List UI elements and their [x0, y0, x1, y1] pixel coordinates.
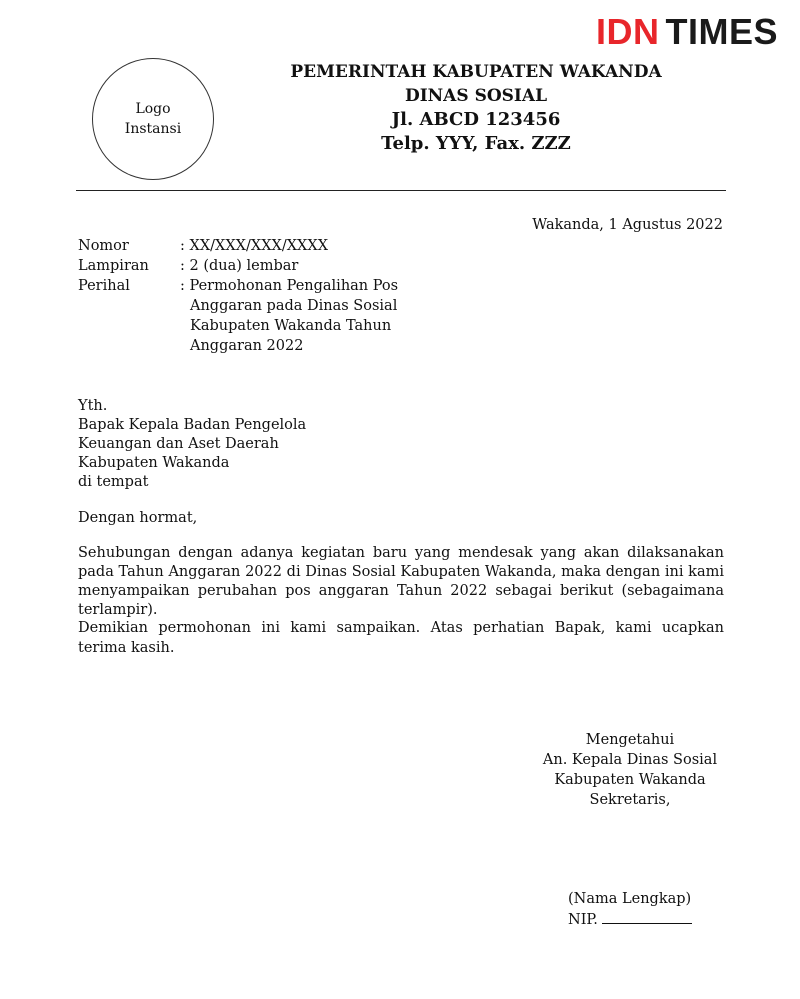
body-paragraph-1: Sehubungan dengan adanya kegiatan baru yang mendesak yang akan dilaksanakan pada Tahun Anggaran 2022 di Dinas Sosial Kabupaten Wakanda, maka dengan ini kami menyampaikan perubahan pos anggaran Tahun 2022 sebagai berikut (sebagaimana terlampir).	[78, 545, 724, 618]
letterhead-agency: DINAS SOSIAL	[404, 86, 548, 106]
letterhead	[226, 60, 726, 156]
meta-nomor-value: : XX/XXX/XXX/XXXX	[180, 238, 329, 254]
body-paragraph-2: Demikian permohonan ini kami sampaikan. Atas perhatian Bapak, kami ucapkan terima kasih.	[78, 620, 724, 656]
nip-label: NIP.	[568, 912, 598, 928]
signature-block	[530, 730, 730, 810]
recipient-line: Keuangan dan Aset Daerah	[78, 436, 279, 452]
logo-placeholder	[92, 58, 214, 180]
signatory	[568, 889, 692, 931]
signatory-name: (Nama Lengkap)	[568, 891, 692, 907]
meta-lampiran-value: : 2 (dua) lembar	[180, 258, 299, 274]
meta-row-perihal	[78, 276, 450, 356]
letter-date: Wakanda, 1 Agustus 2022	[532, 217, 723, 233]
nip-blank-line	[602, 911, 692, 924]
letterhead-government: PEMERINTAH KABUPATEN WAKANDA	[290, 62, 662, 82]
logo-text-line1: Logo	[135, 101, 171, 117]
recipient-line: Yth.	[78, 398, 108, 414]
meta-nomor-label: Nomor	[78, 238, 129, 254]
meta-row-lampiran	[78, 256, 450, 276]
letterhead-contact: Telp. YYY, Fax. ZZZ	[381, 133, 571, 154]
signature-line: An. Kepala Dinas Sosial	[542, 752, 718, 768]
recipient-block	[78, 397, 306, 492]
letterhead-divider	[76, 190, 726, 191]
recipient-line: di tempat	[78, 474, 149, 490]
watermark-idn: IDN	[595, 11, 660, 52]
signature-line: Sekretaris,	[589, 792, 671, 808]
salutation: Dengan hormat,	[78, 510, 198, 526]
meta-row-nomor	[78, 236, 450, 256]
meta-perihal-value: : Permohonan Pengalihan Pos Anggaran pada Dinas Sosial Kabupaten Wakanda Tahun Anggaran 2022	[180, 278, 399, 354]
recipient-line: Kabupaten Wakanda	[78, 455, 230, 471]
watermark-times: TIMES	[665, 11, 778, 52]
meta-perihal-label: Perihal	[78, 278, 130, 294]
letter-meta	[78, 236, 450, 356]
meta-lampiran-label: Lampiran	[78, 258, 149, 274]
signatory-nip	[568, 910, 692, 931]
signature-line: Mengetahui	[585, 732, 675, 748]
letterhead-address: Jl. ABCD 123456	[391, 109, 561, 130]
recipient-line: Bapak Kepala Badan Pengelola	[78, 417, 307, 433]
idn-times-watermark	[595, 11, 778, 52]
signature-line: Kabupaten Wakanda	[554, 772, 706, 788]
logo-text-line2: Instansi	[124, 121, 182, 137]
